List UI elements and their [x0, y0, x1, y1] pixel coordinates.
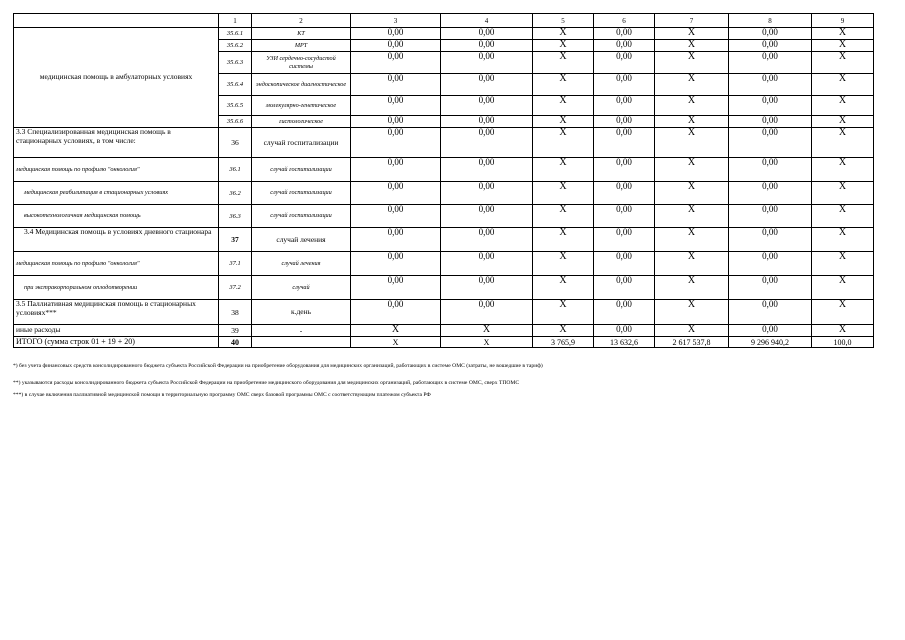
- value-cell: X: [655, 228, 729, 252]
- report-table: [13, 13, 874, 348]
- row-label: высокотехнологичная медицинская помощь: [14, 205, 219, 228]
- header-cell: 9: [812, 14, 874, 28]
- header-cell: 4: [441, 14, 533, 28]
- footnote: *) без учета финансовых средств консолидированного бюджета субъекта Российской Федерации на приобретение оборудования для медицинских организаций, работающих в системе ОМС (затраты, не вошедшие в тариф): [13, 363, 543, 369]
- value-cell: X: [533, 158, 594, 182]
- group-label: медицинская помощь в амбулаторных условиях: [14, 28, 219, 128]
- value-cell: X: [655, 325, 729, 337]
- value-cell: 0,00: [441, 116, 533, 128]
- value-cell: 0,00: [594, 325, 655, 337]
- value-cell: 0,00: [594, 228, 655, 252]
- value-cell: 0,00: [351, 28, 441, 40]
- value-cell: 0,00: [594, 96, 655, 116]
- value-cell: X: [533, 300, 594, 325]
- value-cell: 0,00: [729, 74, 812, 96]
- value-cell: X: [812, 116, 874, 128]
- value-cell: X: [812, 182, 874, 205]
- value-cell: 0,00: [594, 205, 655, 228]
- header-cell: 3: [351, 14, 441, 28]
- value-cell: 0,00: [594, 74, 655, 96]
- row-label: медицинская помощь по профилю "онкология": [14, 252, 219, 276]
- row-unit: случай лечения: [252, 252, 351, 276]
- table-row: [14, 276, 874, 300]
- row-unit: случай лечения: [252, 228, 351, 252]
- value-cell: 0,00: [441, 52, 533, 74]
- table-row: [14, 228, 874, 252]
- value-cell: 0,00: [729, 300, 812, 325]
- value-cell: 0,00: [441, 74, 533, 96]
- value-cell: X: [812, 52, 874, 74]
- value-cell: 0,00: [351, 252, 441, 276]
- row-code: 37: [219, 228, 252, 252]
- value-cell: 0,00: [594, 116, 655, 128]
- value-cell: 0,00: [729, 40, 812, 52]
- table-row: [14, 205, 874, 228]
- table-row: [14, 158, 874, 182]
- total-value: X: [441, 337, 533, 348]
- value-cell: 0,00: [594, 52, 655, 74]
- value-cell: 0,00: [351, 228, 441, 252]
- value-cell: 0,00: [729, 28, 812, 40]
- row-label: медицинская реабилитация в стационарных условиях: [14, 182, 219, 205]
- value-cell: 0,00: [729, 205, 812, 228]
- table-row: [14, 128, 874, 158]
- row-unit: к.день: [252, 300, 351, 325]
- value-cell: X: [655, 182, 729, 205]
- value-cell: X: [441, 325, 533, 337]
- row-label: медицинская помощь по профилю "онкология": [14, 158, 219, 182]
- value-cell: 0,00: [351, 96, 441, 116]
- value-cell: 0,00: [441, 96, 533, 116]
- value-cell: 0,00: [441, 228, 533, 252]
- row-label: 3.3 Специализированная медицинская помощь в стационарных условиях, в том числе:: [14, 128, 219, 158]
- total-value: 9 296 940,2: [729, 337, 812, 348]
- row-label: 3.4 Медицинская помощь в условиях дневного стационара: [14, 228, 219, 252]
- value-cell: X: [655, 128, 729, 158]
- footnote: ***) в случае включения паллиативной медицинской помощи в территориальную программу ОМС сверх базовой программы ОМС с соответствующим платежом субъекта РФ: [13, 392, 431, 398]
- value-cell: X: [533, 182, 594, 205]
- total-row: [14, 337, 874, 348]
- value-cell: 0,00: [441, 182, 533, 205]
- row-code: 39: [219, 325, 252, 337]
- value-cell: 0,00: [351, 74, 441, 96]
- value-cell: 0,00: [729, 325, 812, 337]
- value-cell: X: [655, 205, 729, 228]
- value-cell: 0,00: [351, 116, 441, 128]
- row-code: 36.1: [219, 158, 252, 182]
- value-cell: X: [655, 276, 729, 300]
- value-cell: X: [812, 158, 874, 182]
- value-cell: 0,00: [594, 276, 655, 300]
- value-cell: 0,00: [351, 300, 441, 325]
- value-cell: X: [533, 276, 594, 300]
- header-cell: [14, 14, 219, 28]
- value-cell: 0,00: [729, 158, 812, 182]
- value-cell: 0,00: [351, 205, 441, 228]
- row-code: 35.6.1: [219, 28, 252, 40]
- value-cell: 0,00: [441, 252, 533, 276]
- row-code: 37.2: [219, 276, 252, 300]
- value-cell: X: [533, 52, 594, 74]
- value-cell: 0,00: [441, 300, 533, 325]
- value-cell: 0,00: [729, 116, 812, 128]
- value-cell: X: [655, 96, 729, 116]
- value-cell: X: [812, 205, 874, 228]
- table-row: [14, 28, 874, 40]
- value-cell: X: [812, 325, 874, 337]
- header-cell: 5: [533, 14, 594, 28]
- value-cell: X: [655, 52, 729, 74]
- value-cell: X: [655, 116, 729, 128]
- value-cell: X: [533, 128, 594, 158]
- row-unit: КТ: [252, 28, 351, 40]
- table-row: [14, 182, 874, 205]
- value-cell: 0,00: [441, 276, 533, 300]
- value-cell: 0,00: [729, 252, 812, 276]
- value-cell: X: [655, 28, 729, 40]
- total-unit: [252, 337, 351, 348]
- footnote: **) указываются расходы консолидированного бюджета субъекта Российской Федерации на приобретение медицинского оборудования для медицинских организаций, работающих в системе ОМС, сверх ТПОМС: [13, 380, 520, 386]
- row-code: 38: [219, 300, 252, 325]
- value-cell: X: [351, 325, 441, 337]
- row-unit: МРТ: [252, 40, 351, 52]
- header-cell: 8: [729, 14, 812, 28]
- value-cell: X: [533, 228, 594, 252]
- value-cell: X: [533, 74, 594, 96]
- value-cell: X: [655, 252, 729, 276]
- total-code: 40: [219, 337, 252, 348]
- value-cell: 0,00: [594, 182, 655, 205]
- total-value: 13 632,6: [594, 337, 655, 348]
- value-cell: X: [812, 300, 874, 325]
- row-unit: случай госпитализации: [252, 158, 351, 182]
- row-label: иные расходы: [14, 325, 219, 337]
- row-unit: -: [252, 325, 351, 337]
- header-cell: 6: [594, 14, 655, 28]
- row-code: 36.3: [219, 205, 252, 228]
- value-cell: X: [812, 40, 874, 52]
- value-cell: 0,00: [441, 128, 533, 158]
- row-unit: случай: [252, 276, 351, 300]
- value-cell: 0,00: [729, 52, 812, 74]
- row-code: 37.1: [219, 252, 252, 276]
- value-cell: 0,00: [351, 128, 441, 158]
- value-cell: 0,00: [594, 128, 655, 158]
- value-cell: 0,00: [351, 158, 441, 182]
- value-cell: X: [812, 276, 874, 300]
- row-unit: случай госпитализации: [252, 128, 351, 158]
- row-code: 35.6.3: [219, 52, 252, 74]
- value-cell: X: [533, 325, 594, 337]
- row-label: 3.5 Паллиативная медицинская помощь в стационарных условиях***: [14, 300, 219, 325]
- value-cell: X: [533, 205, 594, 228]
- total-value: 3 765,9: [533, 337, 594, 348]
- value-cell: X: [812, 28, 874, 40]
- value-cell: 0,00: [441, 28, 533, 40]
- value-cell: 0,00: [729, 276, 812, 300]
- table-row: [14, 252, 874, 276]
- row-code: 35.6.6: [219, 116, 252, 128]
- value-cell: 0,00: [729, 228, 812, 252]
- value-cell: 0,00: [729, 128, 812, 158]
- value-cell: 0,00: [441, 158, 533, 182]
- total-value: X: [351, 337, 441, 348]
- header-cell: 7: [655, 14, 729, 28]
- value-cell: X: [655, 74, 729, 96]
- value-cell: X: [812, 128, 874, 158]
- value-cell: X: [812, 228, 874, 252]
- value-cell: X: [533, 252, 594, 276]
- row-unit: молекулярно-генетическое: [252, 96, 351, 116]
- total-value: 100,0: [812, 337, 874, 348]
- value-cell: 0,00: [441, 205, 533, 228]
- table-row: [14, 325, 874, 337]
- header-cell: 2: [252, 14, 351, 28]
- row-code: 35.6.4: [219, 74, 252, 96]
- value-cell: 0,00: [594, 158, 655, 182]
- row-unit: гистологическое: [252, 116, 351, 128]
- value-cell: 0,00: [594, 300, 655, 325]
- value-cell: 0,00: [594, 40, 655, 52]
- header-cell: 1: [219, 14, 252, 28]
- value-cell: 0,00: [594, 28, 655, 40]
- table-row: [14, 300, 874, 325]
- value-cell: X: [655, 300, 729, 325]
- row-unit: случай госпитализации: [252, 182, 351, 205]
- value-cell: X: [812, 74, 874, 96]
- value-cell: 0,00: [351, 52, 441, 74]
- row-code: 35.6.2: [219, 40, 252, 52]
- total-label: ИТОГО (сумма строк 01 + 19 + 20): [14, 337, 219, 348]
- value-cell: 0,00: [351, 276, 441, 300]
- row-code: 36: [219, 128, 252, 158]
- column-number-header: [14, 14, 874, 28]
- row-code: 36.2: [219, 182, 252, 205]
- row-code: 35.6.5: [219, 96, 252, 116]
- value-cell: X: [655, 158, 729, 182]
- value-cell: X: [533, 28, 594, 40]
- row-label: при экстракорпоральном оплодотворении: [14, 276, 219, 300]
- value-cell: 0,00: [441, 40, 533, 52]
- value-cell: X: [533, 40, 594, 52]
- row-unit: случай госпитализации: [252, 205, 351, 228]
- value-cell: X: [812, 96, 874, 116]
- value-cell: 0,00: [729, 182, 812, 205]
- row-unit: УЗИ сердечно-сосудистой системы: [252, 52, 351, 74]
- value-cell: X: [533, 116, 594, 128]
- value-cell: X: [812, 252, 874, 276]
- value-cell: X: [655, 40, 729, 52]
- value-cell: 0,00: [594, 252, 655, 276]
- value-cell: X: [533, 96, 594, 116]
- value-cell: 0,00: [351, 40, 441, 52]
- total-value: 2 617 537,8: [655, 337, 729, 348]
- value-cell: 0,00: [729, 96, 812, 116]
- value-cell: 0,00: [351, 182, 441, 205]
- row-unit: эндоскопическое диагностическое: [252, 74, 351, 96]
